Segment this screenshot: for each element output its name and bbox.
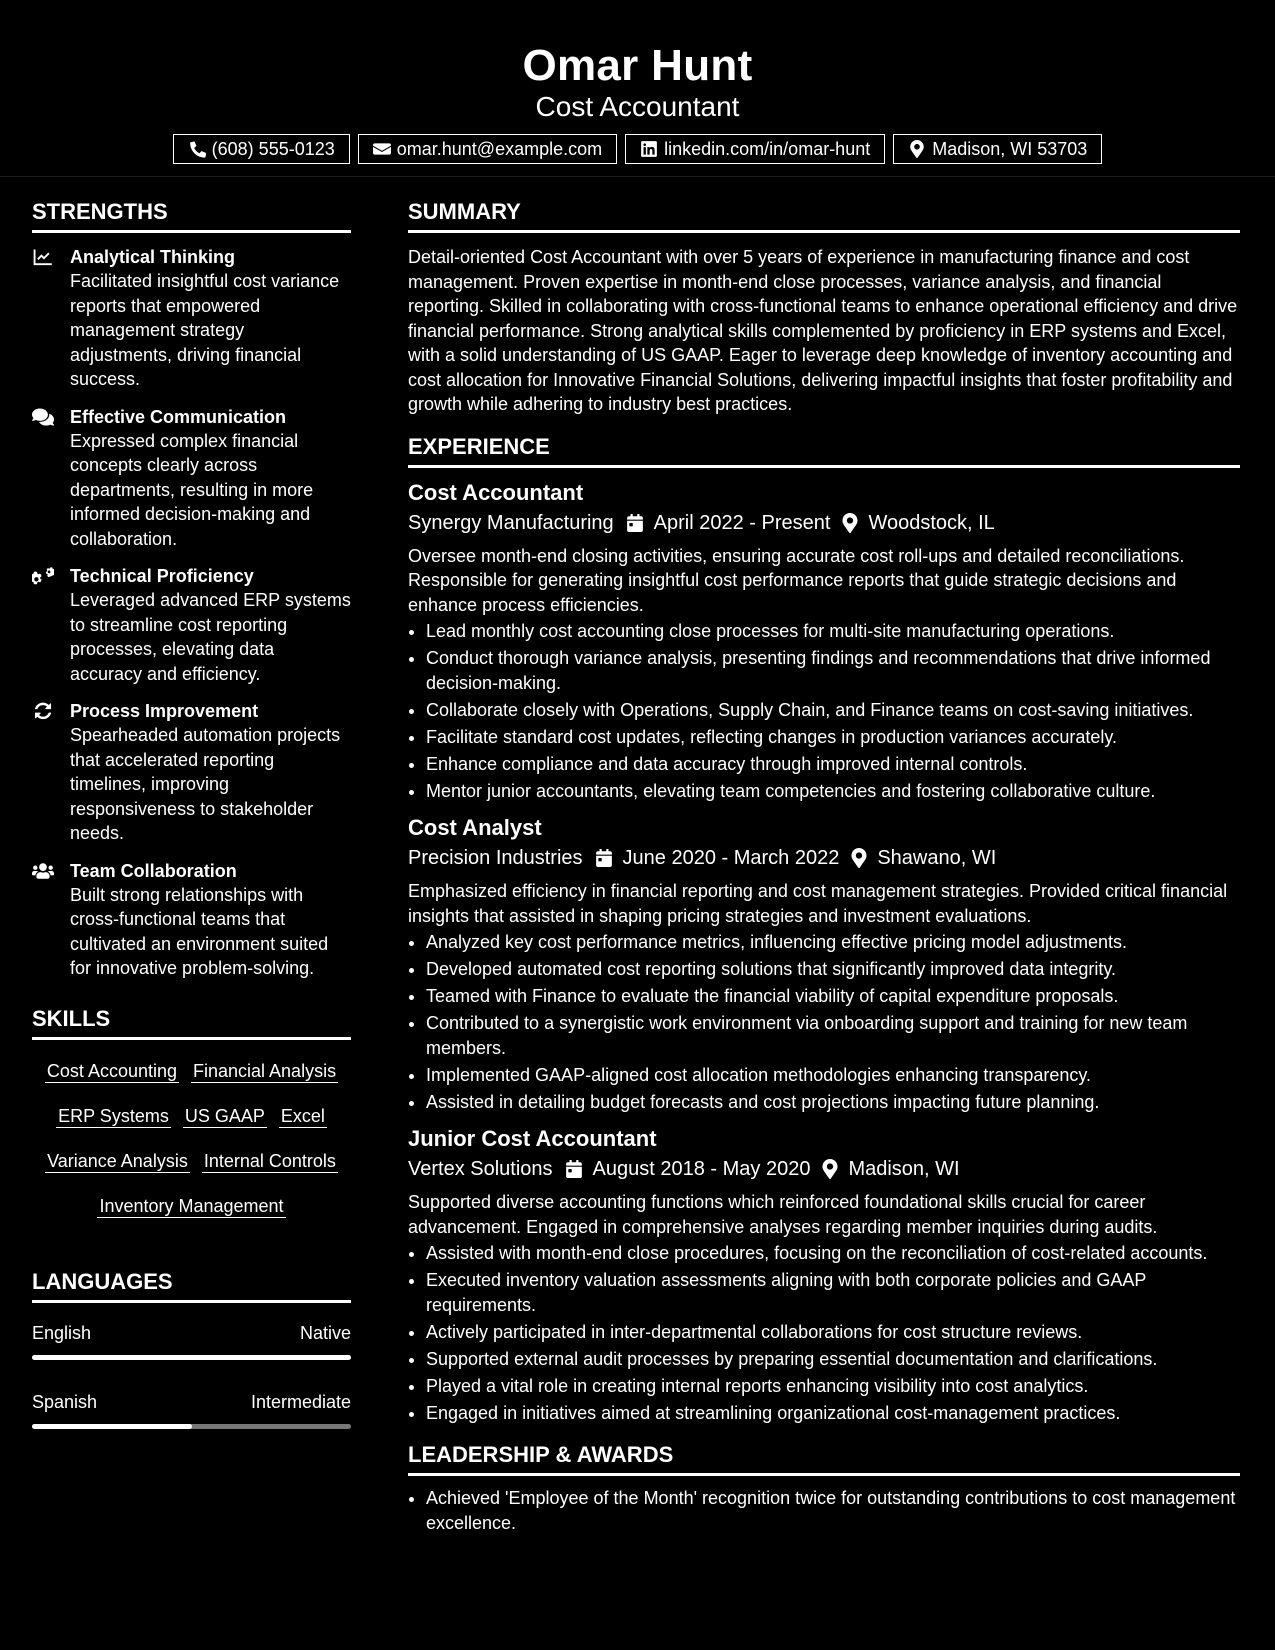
skill-tag: Internal Controls <box>203 1150 336 1171</box>
job-meta <box>408 843 1240 873</box>
contact-linkedin-text: linkedin.com/in/omar-hunt <box>664 138 871 159</box>
language-proficiency-bar <box>32 1355 351 1360</box>
job-bullets <box>408 930 1240 1114</box>
contact-email[interactable] <box>358 134 617 164</box>
left-column <box>32 196 351 1451</box>
linkedin-icon <box>640 140 658 158</box>
map-pin-icon <box>822 1159 838 1179</box>
job-location: Woodstock, IL <box>868 511 995 534</box>
job-bullet: • Implemented GAAP-aligned cost allocation methodologies enhancing transparency. <box>426 1063 1240 1088</box>
job-bullet: • Assisted in detailing budget forecasts and cost projections impacting future planning. <box>426 1090 1240 1115</box>
job-bullets <box>408 619 1240 803</box>
language-proficiency-fill <box>32 1424 192 1429</box>
skill-tag: Excel <box>280 1105 325 1126</box>
calendar-icon <box>626 514 644 532</box>
leadership-bullet: • Achieved 'Employee of the Month' recognition twice for outstanding contributions to cost management excellence. <box>426 1486 1240 1535</box>
strength-item <box>32 245 351 392</box>
map-pin-icon <box>851 848 867 868</box>
skill-tag: Cost Accounting <box>46 1060 177 1081</box>
right-column <box>408 196 1240 1538</box>
job-bullet: • Teamed with Finance to evaluate the financial viability of capital expenditure proposals. <box>426 984 1240 1009</box>
job-bullet: • Played a vital role in creating internal reports enhancing visibility into cost analytics. <box>426 1374 1240 1399</box>
strength-title: Analytical Thinking <box>70 247 236 267</box>
contact-phone[interactable] <box>173 134 350 164</box>
job-bullet: • Supported external audit processes by preparing essential documentation and clarifications. <box>426 1347 1240 1372</box>
job-bullet: • Assisted with month-end close procedures, focusing on the reconciliation of cost-related accounts. <box>426 1241 1240 1266</box>
job-entry <box>408 1124 1240 1425</box>
job-meta <box>408 1154 1240 1184</box>
job-bullet: • Analyzed key cost performance metrics, influencing effective pricing model adjustments. <box>426 930 1240 955</box>
job-bullet: • Engaged in initiatives aimed at streamlining organizational cost-management practices. <box>426 1401 1240 1426</box>
job-bullet: • Enhance compliance and data accuracy through improved internal controls. <box>426 752 1240 777</box>
leadership-list <box>408 1486 1240 1535</box>
job-bullet: • Actively participated in inter-departmental collaborations for cost structure reviews. <box>426 1320 1240 1345</box>
job-description: Emphasized efficiency in financial reporting and cost management strategies. Provided critical financial insights that assisted in shaping pricing strategies and investment evaluations. <box>408 881 1228 926</box>
job-title: Cost Accountant <box>408 479 584 505</box>
sync-icon <box>32 701 54 721</box>
skills-heading: SKILLS <box>32 1003 351 1040</box>
strength-item <box>32 859 351 981</box>
job-dates: June 2020 - March 2022 <box>622 847 840 869</box>
contact-email-text: omar.hunt@example.com <box>396 138 603 159</box>
strength-item <box>32 405 351 552</box>
calendar-icon <box>565 1160 583 1178</box>
job-title: Cost Analyst <box>408 815 542 840</box>
job-company: Vertex Solutions <box>408 1158 553 1180</box>
strength-desc: Leveraged advanced ERP systems to streamline cost reporting processes, elevating data accuracy and efficiency. <box>70 590 351 684</box>
envelope-icon <box>373 140 391 158</box>
users-icon <box>32 861 54 881</box>
skills-list <box>32 1050 351 1230</box>
summary-heading: SUMMARY <box>408 196 1240 233</box>
cogs-icon <box>32 566 54 586</box>
language-proficiency-fill <box>32 1355 351 1360</box>
language-name: English <box>32 1322 92 1343</box>
language-level: Native <box>299 1322 351 1343</box>
contact-location-text: Madison, WI 53703 <box>932 138 1088 159</box>
job-company: Precision Industries <box>408 847 583 869</box>
leadership-heading: LEADERSHIP & AWARDS <box>408 1439 1240 1476</box>
language-level: Intermediate <box>250 1391 351 1412</box>
experience-list <box>408 478 1240 1426</box>
strength-item <box>32 699 351 846</box>
language-item <box>32 1321 351 1360</box>
job-bullet: • Conduct thorough variance analysis, presenting findings and recommendations that drive informed decision-making. <box>426 646 1240 695</box>
language-name: Spanish <box>32 1391 98 1412</box>
strength-title: Team Collaboration <box>70 860 237 881</box>
job-meta <box>408 508 1240 538</box>
job-location: Shawano, WI <box>877 847 997 869</box>
map-pin-icon <box>908 140 926 158</box>
chart-line-icon <box>32 247 54 267</box>
job-bullet: • Executed inventory valuation assessments aligning with both corporate policies and GAAP requirements. <box>426 1268 1240 1317</box>
summary-text: Detail-oriented Cost Accountant with over 5 years of experience in manufacturing finance and cost management. Proven expertise in month-end close processes, variance analysis, and financial reporting. Skilled in collaborating with cross-functional teams to enhance operational efficiency and drive financial performance. Strong analytical skills complemented by proficiency in ERP systems and Excel, with a solid understanding of US GAAP. Eager to leverage deep knowledge of inventory accounting and cost allocation for Innovative Financial Solutions, delivering impactful insights that foster profitability and growth while adhering to industry best practices. <box>408 247 1238 414</box>
contact-location <box>893 134 1102 164</box>
strength-title: Effective Communication <box>70 406 287 427</box>
language-proficiency-bar <box>32 1424 351 1429</box>
strength-desc: Expressed complex financial concepts clearly across departments, resulting in more informed decision-making and collaboration. <box>70 430 314 549</box>
phone-icon <box>188 140 206 158</box>
experience-heading: EXPERIENCE <box>408 431 1240 468</box>
contact-linkedin[interactable] <box>625 134 885 164</box>
job-dates: August 2018 - May 2020 <box>592 1158 811 1180</box>
job-entry <box>408 478 1240 804</box>
skill-tag: Inventory Management <box>99 1195 284 1216</box>
job-bullets <box>408 1241 1240 1425</box>
job-company: Synergy Manufacturing <box>408 511 614 534</box>
calendar-icon <box>595 849 613 867</box>
job-location: Madison, WI <box>848 1158 960 1180</box>
strength-title: Process Improvement <box>70 701 259 721</box>
languages-heading: LANGUAGES <box>32 1266 351 1303</box>
job-bullet: • Lead monthly cost accounting close processes for multi-site manufacturing operations. <box>426 619 1240 644</box>
strength-title: Technical Proficiency <box>70 566 254 586</box>
map-pin-icon <box>842 513 858 533</box>
skill-tag: Variance Analysis <box>47 1150 188 1171</box>
resume-header <box>0 0 1275 177</box>
contact-bar <box>0 134 1275 164</box>
skill-tag: Financial Analysis <box>193 1060 337 1081</box>
job-entry <box>408 813 1240 1114</box>
candidate-title: Cost Accountant <box>535 91 740 122</box>
job-bullet: • Mentor junior accountants, elevating team competencies and fostering collaborative culture. <box>426 779 1240 804</box>
job-title: Junior Cost Accountant <box>408 1126 657 1151</box>
job-dates: April 2022 - Present <box>653 511 831 534</box>
skill-tag: ERP Systems <box>58 1105 169 1126</box>
job-bullet: • Developed automated cost reporting solutions that significantly improved data integrity. <box>426 957 1240 982</box>
strength-desc: Spearheaded automation projects that accelerated reporting timelines, improving responsiveness to stakeholder needs. <box>70 725 341 843</box>
job-bullet: • Collaborate closely with Operations, Supply Chain, and Finance teams on cost-saving initiatives. <box>426 698 1240 723</box>
job-bullet: • Facilitate standard cost updates, reflecting changes in production variances accurately. <box>426 725 1240 750</box>
comments-icon <box>32 407 54 427</box>
job-description: Oversee month-end closing activities, ensuring accurate cost roll-ups and detailed reconciliations. Responsible for generating insightful cost performance reports that guide strategic decisions and enhance process efficiencies. <box>408 545 1185 615</box>
skill-tag: US GAAP <box>184 1105 265 1126</box>
strength-desc: Facilitated insightful cost variance reports that empowered management strategy adjustments, driving financial success. <box>70 271 340 389</box>
job-description: Supported diverse accounting functions which reinforced foundational skills crucial for career advancement. Engaged in comprehensive analyses regarding member inquiries during audits. <box>408 1192 1158 1237</box>
strengths-heading: STRENGTHS <box>32 196 351 233</box>
job-bullet: • Contributed to a synergistic work environment via onboarding support and training for new team members. <box>426 1011 1240 1060</box>
contact-phone-text: (608) 555-0123 <box>211 138 335 159</box>
candidate-name: Omar Hunt <box>522 41 753 90</box>
strength-item <box>32 564 351 686</box>
strength-desc: Built strong relationships with cross-functional teams that cultivated an environment suited for innovative problem-solving. <box>70 884 329 978</box>
language-item <box>32 1390 351 1429</box>
